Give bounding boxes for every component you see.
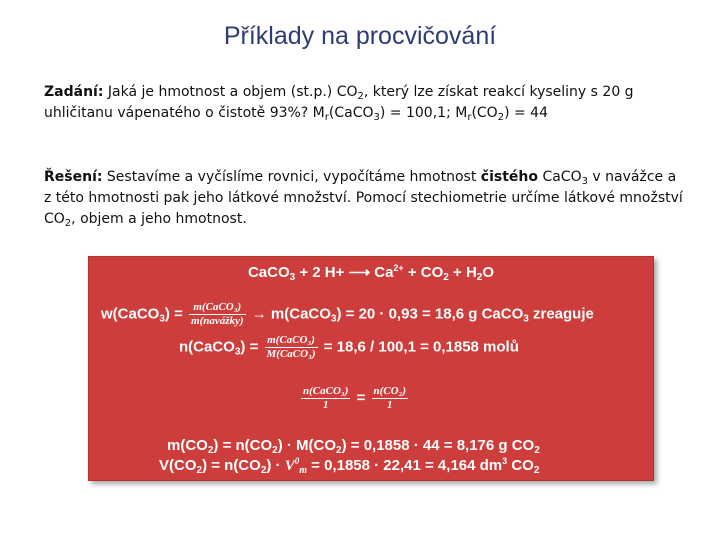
moles-frac: $\frac{\text{m(CaCO₃)}}{\text{M(CaCO₃)}}$ xyxy=(266,334,316,360)
solution-label: Řešení: xyxy=(44,169,103,185)
calculation-panel xyxy=(88,256,654,481)
moles-formula: n(CaCO$_3$) = $\frac{\text{m(CaCO₃)}}{\text{M(CaCO₃)}}$ = 18,6 / 100,1 = 0,1858 molů xyxy=(179,334,519,360)
task-text: Zadání: Jaká je hmotnost a objem (st.p.) $CO_2$, který lze získat reakcí kyseliny s 20 g uhličitanu vápenatého o čistotě 93%? $M_r(CaCO_3) = 100,1$; $M_r(CO_2) = 44$ xyxy=(44,84,634,123)
solution-text: Řešení: Sestavíme a vyčíslíme rovnici, vypočítáme hmotnost čistého CaCO$_3$ v navážce a z této hmotnosti pak jeho látkové množství. Pomocí stechiometrie určíme látkové množství $CO_2$, objem a jeho hmotnost. xyxy=(44,169,683,229)
mass-fraction-formula: w(CaCO$_3$) = $\frac{\text{m(CaCO₃)}}{\text{m(navážky)}}$ → m(CaCO$_3$) = 20 · 0,93 = 18,6 g CaCO$_3$ zreaguje xyxy=(101,301,594,327)
stoichiometric-ratio: $\frac{\text{n(CaCO₃)}}{1}$ = $\frac{\text{n(CO₂)}}{1}$ xyxy=(303,385,407,411)
reaction-equation: CaCO$_3$ + 2 H+ ⟶ $Ca^{2+} + CO_2 + H_2O$ xyxy=(247,263,495,283)
co2-volume-formula: $V(CO_2) = n(CO_2) \cdot V^0_m = 0,1858 \cdot 22,41 = 4,164$ $dm^3$ $CO_2$ xyxy=(159,456,540,476)
co2-mass-formula: $m(CO_2) = n(CO_2) \cdot M(CO_2) = 0,1858 \cdot 44 = 8,176$ g $CO_2$ xyxy=(167,437,540,456)
mass-fraction-frac: $\frac{\text{m(CaCO₃)}}{\text{m(navážky)}}$ xyxy=(191,301,244,327)
emphasis-word: čistého xyxy=(480,169,538,185)
task-label: Zadání: xyxy=(44,84,104,100)
slide-title: Příklady na procvičování xyxy=(223,22,497,50)
